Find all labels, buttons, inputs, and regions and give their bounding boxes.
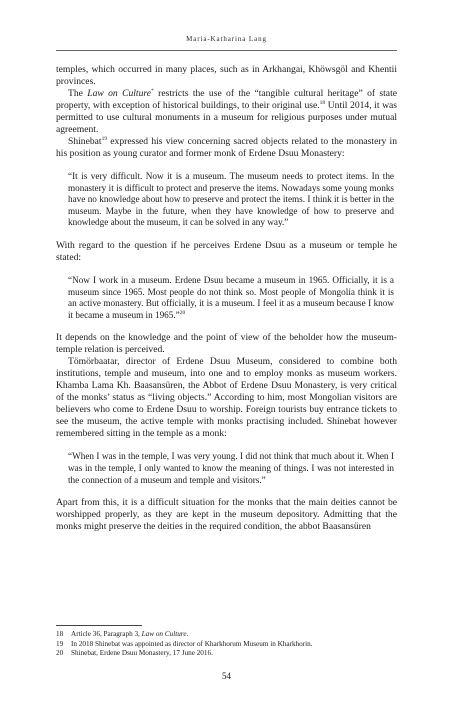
footnote-mark: * — [151, 88, 154, 94]
text-fragment: expressed his view concerning sacred objects related to the monastery in his position as young curator and former monk of Erdene Dsuu Monastery: — [56, 136, 397, 159]
footnote-18 — [56, 630, 397, 640]
footnote-text: Shinebat, Erdene Dsuu Monastery, 17 June 2016. — [71, 649, 213, 658]
footnote-number: 19 — [56, 639, 64, 648]
paragraph-shinebat — [56, 136, 397, 160]
paragraph-knowledge: It depends on the knowledge and the point of view of the beholder how the museum-temple relation is perceived. — [56, 332, 397, 356]
footnote-ref-19: 19 — [101, 136, 108, 142]
paragraph-tomorbaatar: Tömörbaatar, director of Erdene Dsuu Museum, considered to combine both institutions, temple and museum, into one and to employ monks as museum workers. Khamba Lama Kh. Baasansüren, the Abbot of Erdene Dsuu Monastery, is very critical of the monks’ status as “living objects.” According to him, most Mongolian visitors are believers who come to Erdene Dsuu to worship. Foreign tourists buy entrance tickets to see the museum, the active temple with monks practising included. Shinebat however remembered sitting in the temple as a monk: — [56, 356, 397, 440]
body-text — [56, 64, 397, 533]
footnote-rule — [56, 625, 142, 626]
block-quote-2 — [68, 275, 394, 321]
footnote-ref-18: 18 — [319, 100, 326, 106]
paragraph-temples: temples, which occurred in many places, such as in Arkhangai, Khöwsgöl and Khentii provinces. — [56, 64, 397, 87]
paragraph-question: With regard to the question if he perceives Erdene Dsuu as a museum or temple he stated: — [56, 239, 397, 263]
paragraph-law-on-culture — [56, 88, 397, 136]
footnote-text — [71, 630, 188, 640]
quote-text: “Now I work in a museum. Erdene Dsuu became a museum in 1965. Officially, it is a museum since 1965. Most people do not think so. Most people of Mongolia think it is an active monastery. But officially, it is a museum. I feel it as a museum because I know it became a museum in 1965.” — [68, 274, 394, 320]
footnote-19 — [56, 640, 397, 650]
text-fragment: The — [68, 88, 88, 99]
footnote-20 — [56, 649, 397, 659]
header-rule — [56, 50, 397, 51]
footnote-italic: Law on Culture — [141, 630, 187, 638]
block-quote-3: “When I was in the temple, I was very young. I did not think that much about it. When I was in the temple, I only wanted to know the meaning of things. I was not interested in the connection of a museum and temple and visitors.” — [68, 451, 394, 485]
law-title-italic: Law on Culture — [87, 88, 152, 99]
text-fragment: Until 2014, it was permitted to use cultural monuments in a museum for religious purposes under mutual agreement. — [56, 100, 398, 135]
footnote-text-part: Article 36, Paragraph 3, — [71, 630, 142, 638]
footnote-ref-20: 20 — [179, 309, 186, 316]
running-head: Maria-Katharina Lang — [186, 35, 267, 43]
text-fragment: restricts the use of the “tangible cultural heritage” of state property, with exception of historical buildings, to their original use. — [56, 88, 397, 111]
footnotes — [56, 630, 397, 659]
footnote-text: In 2018 Shinebat was appointed as director of Kharkhorum Museum in Kharkhorin. — [71, 639, 313, 648]
footnote-number: 18 — [56, 630, 64, 638]
footnote-number: 20 — [56, 649, 64, 658]
text-fragment: Shinebat — [68, 136, 102, 147]
block-quote-1: “It is very difficult. Now it is a museum. The museum needs to protect items. In the monastery it is difficult to protect and preserve the items. Nowadays some young monks have no knowledge about how to preserve and protect the items. I think it is better in the museum. Maybe in the future, when they have knowledge of how to preserve and knowledge about the museum, it can be solved in any way.” — [68, 171, 394, 228]
page-number: 54 — [222, 671, 231, 681]
paragraph-deities: Apart from this, it is a difficult situation for the monks that the main deities cannot be worshipped properly, as they are kept in the museum depository. Admitting that the monks might preserve the deities in the required condition, the abbot Baasansüren — [56, 497, 397, 533]
footnote-text-part: . — [186, 630, 189, 638]
